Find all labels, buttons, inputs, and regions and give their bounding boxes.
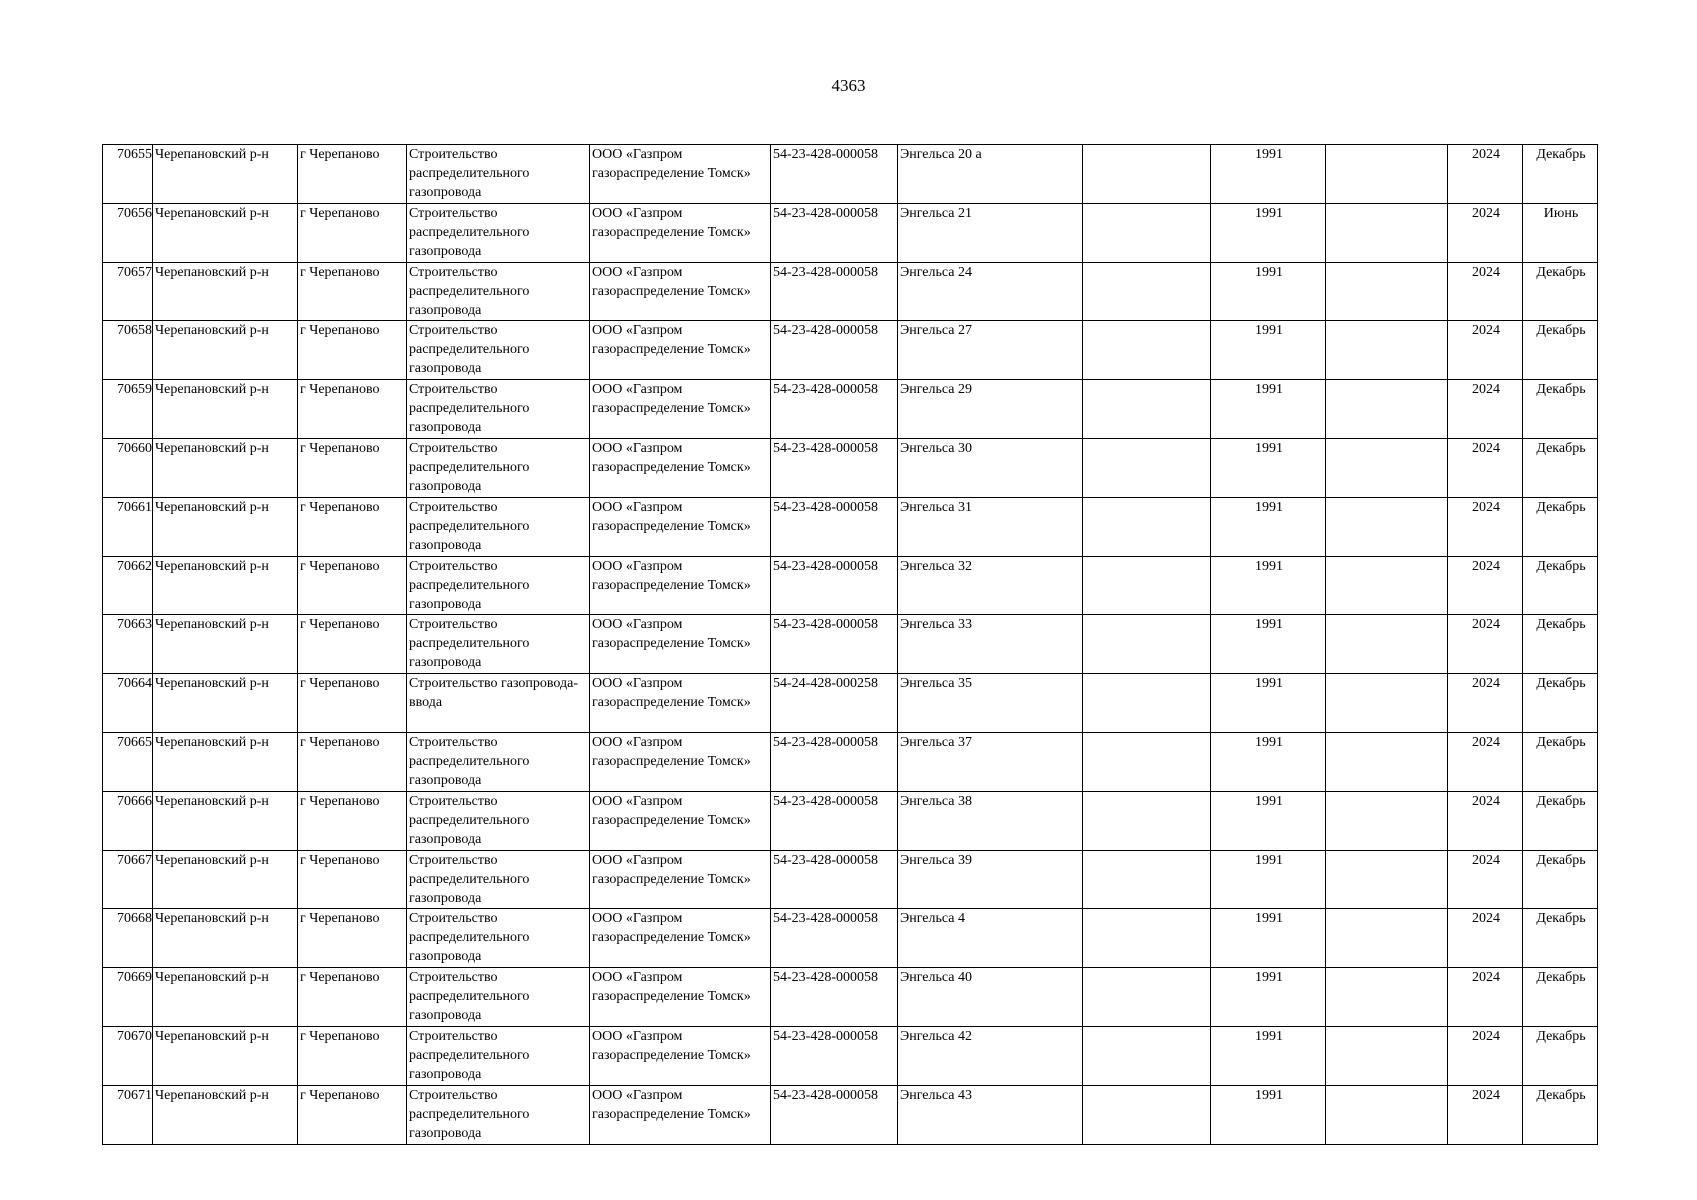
- row-number-cell: 70659: [103, 380, 153, 439]
- work-type-cell: Строительство распределительного газопровода: [407, 791, 590, 850]
- address-cell: Энгельса 43: [898, 1085, 1083, 1144]
- empty-cell: [1326, 791, 1448, 850]
- planned-month-cell: Декабрь: [1523, 1085, 1598, 1144]
- organization-cell: ООО «Газпром газораспределение Томск»: [590, 850, 771, 909]
- page-number: 4363: [831, 76, 866, 95]
- locality-cell: г Черепаново: [298, 1026, 407, 1085]
- work-type-cell: Строительство распределительного газопровода: [407, 1085, 590, 1144]
- empty-cell: [1083, 850, 1211, 909]
- address-cell: Энгельса 35: [898, 674, 1083, 733]
- work-type-cell: Строительство распределительного газопровода: [407, 1026, 590, 1085]
- empty-cell: [1326, 1026, 1448, 1085]
- district-cell: Черепановский р-н: [153, 615, 298, 674]
- planned-month-cell: Декабрь: [1523, 1026, 1598, 1085]
- table-body: [103, 145, 1598, 1145]
- address-cell: Энгельса 40: [898, 968, 1083, 1027]
- address-cell: Энгельса 42: [898, 1026, 1083, 1085]
- empty-cell: [1326, 380, 1448, 439]
- locality-cell: г Черепаново: [298, 262, 407, 321]
- address-cell: Энгельса 38: [898, 791, 1083, 850]
- row-number-cell: 70671: [103, 1085, 153, 1144]
- row-number-cell: 70664: [103, 674, 153, 733]
- empty-cell: [1083, 262, 1211, 321]
- year-built-cell: 1991: [1211, 791, 1326, 850]
- organization-cell: ООО «Газпром газораспределение Томск»: [590, 909, 771, 968]
- empty-cell: [1326, 909, 1448, 968]
- planned-year-cell: 2024: [1448, 497, 1523, 556]
- year-built-cell: 1991: [1211, 732, 1326, 791]
- locality-cell: г Черепаново: [298, 380, 407, 439]
- year-built-cell: 1991: [1211, 1085, 1326, 1144]
- planned-year-cell: 2024: [1448, 1085, 1523, 1144]
- empty-cell: [1083, 732, 1211, 791]
- year-built-cell: 1991: [1211, 380, 1326, 439]
- table-row: [103, 615, 1598, 674]
- locality-cell: г Черепаново: [298, 732, 407, 791]
- empty-cell: [1083, 674, 1211, 733]
- row-number-cell: 70666: [103, 791, 153, 850]
- planned-month-cell: Декабрь: [1523, 791, 1598, 850]
- address-cell: Энгельса 32: [898, 556, 1083, 615]
- organization-cell: ООО «Газпром газораспределение Томск»: [590, 968, 771, 1027]
- registry-code-cell: 54-23-428-000058: [771, 203, 898, 262]
- table-row: [103, 321, 1598, 380]
- planned-year-cell: 2024: [1448, 145, 1523, 204]
- empty-cell: [1326, 262, 1448, 321]
- district-cell: Черепановский р-н: [153, 732, 298, 791]
- locality-cell: г Черепаново: [298, 497, 407, 556]
- address-cell: Энгельса 33: [898, 615, 1083, 674]
- empty-cell: [1083, 497, 1211, 556]
- empty-cell: [1326, 674, 1448, 733]
- table-row: [103, 262, 1598, 321]
- row-number-cell: 70663: [103, 615, 153, 674]
- work-type-cell: Строительство распределительного газопровода: [407, 380, 590, 439]
- registry-code-cell: 54-23-428-000058: [771, 145, 898, 204]
- table-row: [103, 909, 1598, 968]
- work-type-cell: Строительство распределительного газопровода: [407, 262, 590, 321]
- empty-cell: [1083, 615, 1211, 674]
- year-built-cell: 1991: [1211, 497, 1326, 556]
- registry-code-cell: 54-23-428-000058: [771, 556, 898, 615]
- table-row: [103, 1026, 1598, 1085]
- planned-year-cell: 2024: [1448, 791, 1523, 850]
- work-type-cell: Строительство распределительного газопровода: [407, 145, 590, 204]
- empty-cell: [1326, 1085, 1448, 1144]
- planned-month-cell: Июнь: [1523, 203, 1598, 262]
- district-cell: Черепановский р-н: [153, 968, 298, 1027]
- district-cell: Черепановский р-н: [153, 145, 298, 204]
- district-cell: Черепановский р-н: [153, 380, 298, 439]
- district-cell: Черепановский р-н: [153, 909, 298, 968]
- work-type-cell: Строительство газопровода-ввода: [407, 674, 590, 733]
- year-built-cell: 1991: [1211, 145, 1326, 204]
- row-number-cell: 70668: [103, 909, 153, 968]
- planned-year-cell: 2024: [1448, 380, 1523, 439]
- work-type-cell: Строительство распределительного газопровода: [407, 203, 590, 262]
- work-type-cell: Строительство распределительного газопровода: [407, 556, 590, 615]
- row-number-cell: 70657: [103, 262, 153, 321]
- planned-month-cell: Декабрь: [1523, 674, 1598, 733]
- district-cell: Черепановский р-н: [153, 438, 298, 497]
- planned-month-cell: Декабрь: [1523, 438, 1598, 497]
- registry-code-cell: 54-23-428-000058: [771, 438, 898, 497]
- year-built-cell: 1991: [1211, 438, 1326, 497]
- locality-cell: г Черепаново: [298, 674, 407, 733]
- district-cell: Черепановский р-н: [153, 1085, 298, 1144]
- work-type-cell: Строительство распределительного газопровода: [407, 615, 590, 674]
- locality-cell: г Черепаново: [298, 145, 407, 204]
- row-number-cell: 70667: [103, 850, 153, 909]
- locality-cell: г Черепаново: [298, 438, 407, 497]
- organization-cell: ООО «Газпром газораспределение Томск»: [590, 262, 771, 321]
- table-row: [103, 850, 1598, 909]
- address-cell: Энгельса 31: [898, 497, 1083, 556]
- registry-code-cell: 54-23-428-000058: [771, 1026, 898, 1085]
- registry-code-cell: 54-23-428-000058: [771, 909, 898, 968]
- organization-cell: ООО «Газпром газораспределение Томск»: [590, 674, 771, 733]
- year-built-cell: 1991: [1211, 321, 1326, 380]
- organization-cell: ООО «Газпром газораспределение Томск»: [590, 321, 771, 380]
- year-built-cell: 1991: [1211, 674, 1326, 733]
- row-number-cell: 70669: [103, 968, 153, 1027]
- planned-month-cell: Декабрь: [1523, 262, 1598, 321]
- address-cell: Энгельса 24: [898, 262, 1083, 321]
- organization-cell: ООО «Газпром газораспределение Томск»: [590, 203, 771, 262]
- empty-cell: [1326, 145, 1448, 204]
- address-cell: Энгельса 20 а: [898, 145, 1083, 204]
- year-built-cell: 1991: [1211, 615, 1326, 674]
- district-cell: Черепановский р-н: [153, 497, 298, 556]
- organization-cell: ООО «Газпром газораспределение Томск»: [590, 438, 771, 497]
- registry-code-cell: 54-23-428-000058: [771, 791, 898, 850]
- planned-year-cell: 2024: [1448, 674, 1523, 733]
- empty-cell: [1326, 203, 1448, 262]
- registry-code-cell: 54-23-428-000058: [771, 615, 898, 674]
- table-row: [103, 1085, 1598, 1144]
- year-built-cell: 1991: [1211, 850, 1326, 909]
- planned-month-cell: Декабрь: [1523, 909, 1598, 968]
- table-row: [103, 145, 1598, 204]
- organization-cell: ООО «Газпром газораспределение Томск»: [590, 145, 771, 204]
- year-built-cell: 1991: [1211, 262, 1326, 321]
- district-cell: Черепановский р-н: [153, 791, 298, 850]
- empty-cell: [1326, 615, 1448, 674]
- table-row: [103, 674, 1598, 733]
- district-cell: Черепановский р-н: [153, 321, 298, 380]
- planned-year-cell: 2024: [1448, 968, 1523, 1027]
- table-row: [103, 732, 1598, 791]
- work-type-cell: Строительство распределительного газопровода: [407, 968, 590, 1027]
- planned-year-cell: 2024: [1448, 321, 1523, 380]
- locality-cell: г Черепаново: [298, 321, 407, 380]
- gas-pipeline-registry-table: [102, 144, 1598, 1145]
- organization-cell: ООО «Газпром газораспределение Томск»: [590, 791, 771, 850]
- planned-year-cell: 2024: [1448, 203, 1523, 262]
- empty-cell: [1083, 1026, 1211, 1085]
- organization-cell: ООО «Газпром газораспределение Томск»: [590, 497, 771, 556]
- table-row: [103, 497, 1598, 556]
- address-cell: Энгельса 37: [898, 732, 1083, 791]
- district-cell: Черепановский р-н: [153, 262, 298, 321]
- row-number-cell: 70665: [103, 732, 153, 791]
- year-built-cell: 1991: [1211, 203, 1326, 262]
- planned-year-cell: 2024: [1448, 615, 1523, 674]
- planned-month-cell: Декабрь: [1523, 497, 1598, 556]
- planned-month-cell: Декабрь: [1523, 850, 1598, 909]
- district-cell: Черепановский р-н: [153, 1026, 298, 1085]
- row-number-cell: 70662: [103, 556, 153, 615]
- registry-code-cell: 54-23-428-000058: [771, 1085, 898, 1144]
- locality-cell: г Черепаново: [298, 1085, 407, 1144]
- planned-year-cell: 2024: [1448, 909, 1523, 968]
- empty-cell: [1083, 1085, 1211, 1144]
- locality-cell: г Черепаново: [298, 850, 407, 909]
- planned-year-cell: 2024: [1448, 262, 1523, 321]
- planned-month-cell: Декабрь: [1523, 145, 1598, 204]
- registry-code-cell: 54-23-428-000058: [771, 732, 898, 791]
- locality-cell: г Черепаново: [298, 556, 407, 615]
- year-built-cell: 1991: [1211, 968, 1326, 1027]
- registry-code-cell: 54-23-428-000058: [771, 262, 898, 321]
- organization-cell: ООО «Газпром газораспределение Томск»: [590, 1085, 771, 1144]
- work-type-cell: Строительство распределительного газопровода: [407, 850, 590, 909]
- organization-cell: ООО «Газпром газораспределение Томск»: [590, 732, 771, 791]
- work-type-cell: Строительство распределительного газопровода: [407, 732, 590, 791]
- organization-cell: ООО «Газпром газораспределение Томск»: [590, 556, 771, 615]
- empty-cell: [1083, 791, 1211, 850]
- locality-cell: г Черепаново: [298, 968, 407, 1027]
- table-row: [103, 556, 1598, 615]
- address-cell: Энгельса 21: [898, 203, 1083, 262]
- address-cell: Энгельса 30: [898, 438, 1083, 497]
- row-number-cell: 70661: [103, 497, 153, 556]
- registry-code-cell: 54-23-428-000058: [771, 380, 898, 439]
- year-built-cell: 1991: [1211, 556, 1326, 615]
- empty-cell: [1326, 438, 1448, 497]
- address-cell: Энгельса 29: [898, 380, 1083, 439]
- planned-month-cell: Декабрь: [1523, 615, 1598, 674]
- row-number-cell: 70660: [103, 438, 153, 497]
- planned-month-cell: Декабрь: [1523, 380, 1598, 439]
- work-type-cell: Строительство распределительного газопровода: [407, 909, 590, 968]
- empty-cell: [1083, 145, 1211, 204]
- district-cell: Черепановский р-н: [153, 203, 298, 262]
- empty-cell: [1083, 203, 1211, 262]
- address-cell: Энгельса 27: [898, 321, 1083, 380]
- planned-year-cell: 2024: [1448, 850, 1523, 909]
- planned-month-cell: Декабрь: [1523, 968, 1598, 1027]
- registry-code-cell: 54-23-428-000058: [771, 968, 898, 1027]
- empty-cell: [1326, 850, 1448, 909]
- planned-month-cell: Декабрь: [1523, 732, 1598, 791]
- organization-cell: ООО «Газпром газораспределение Томск»: [590, 380, 771, 439]
- table-row: [103, 380, 1598, 439]
- row-number-cell: 70656: [103, 203, 153, 262]
- row-number-cell: 70670: [103, 1026, 153, 1085]
- empty-cell: [1083, 321, 1211, 380]
- empty-cell: [1326, 497, 1448, 556]
- year-built-cell: 1991: [1211, 909, 1326, 968]
- empty-cell: [1326, 556, 1448, 615]
- empty-cell: [1083, 909, 1211, 968]
- locality-cell: г Черепаново: [298, 791, 407, 850]
- registry-code-cell: 54-23-428-000058: [771, 497, 898, 556]
- locality-cell: г Черепаново: [298, 203, 407, 262]
- organization-cell: ООО «Газпром газораспределение Томск»: [590, 615, 771, 674]
- empty-cell: [1083, 438, 1211, 497]
- empty-cell: [1083, 556, 1211, 615]
- work-type-cell: Строительство распределительного газопровода: [407, 497, 590, 556]
- planned-month-cell: Декабрь: [1523, 321, 1598, 380]
- empty-cell: [1083, 968, 1211, 1027]
- table-row: [103, 791, 1598, 850]
- planned-year-cell: 2024: [1448, 732, 1523, 791]
- empty-cell: [1326, 732, 1448, 791]
- organization-cell: ООО «Газпром газораспределение Томск»: [590, 1026, 771, 1085]
- row-number-cell: 70655: [103, 145, 153, 204]
- table-row: [103, 438, 1598, 497]
- planned-year-cell: 2024: [1448, 438, 1523, 497]
- planned-month-cell: Декабрь: [1523, 556, 1598, 615]
- table-row: [103, 203, 1598, 262]
- registry-code-cell: 54-24-428-000258: [771, 674, 898, 733]
- address-cell: Энгельса 39: [898, 850, 1083, 909]
- district-cell: Черепановский р-н: [153, 556, 298, 615]
- empty-cell: [1326, 968, 1448, 1027]
- table-row: [103, 968, 1598, 1027]
- row-number-cell: 70658: [103, 321, 153, 380]
- planned-year-cell: 2024: [1448, 1026, 1523, 1085]
- district-cell: Черепановский р-н: [153, 674, 298, 733]
- registry-code-cell: 54-23-428-000058: [771, 850, 898, 909]
- work-type-cell: Строительство распределительного газопровода: [407, 438, 590, 497]
- locality-cell: г Черепаново: [298, 615, 407, 674]
- year-built-cell: 1991: [1211, 1026, 1326, 1085]
- planned-year-cell: 2024: [1448, 556, 1523, 615]
- address-cell: Энгельса 4: [898, 909, 1083, 968]
- registry-code-cell: 54-23-428-000058: [771, 321, 898, 380]
- work-type-cell: Строительство распределительного газопровода: [407, 321, 590, 380]
- empty-cell: [1083, 380, 1211, 439]
- district-cell: Черепановский р-н: [153, 850, 298, 909]
- empty-cell: [1326, 321, 1448, 380]
- locality-cell: г Черепаново: [298, 909, 407, 968]
